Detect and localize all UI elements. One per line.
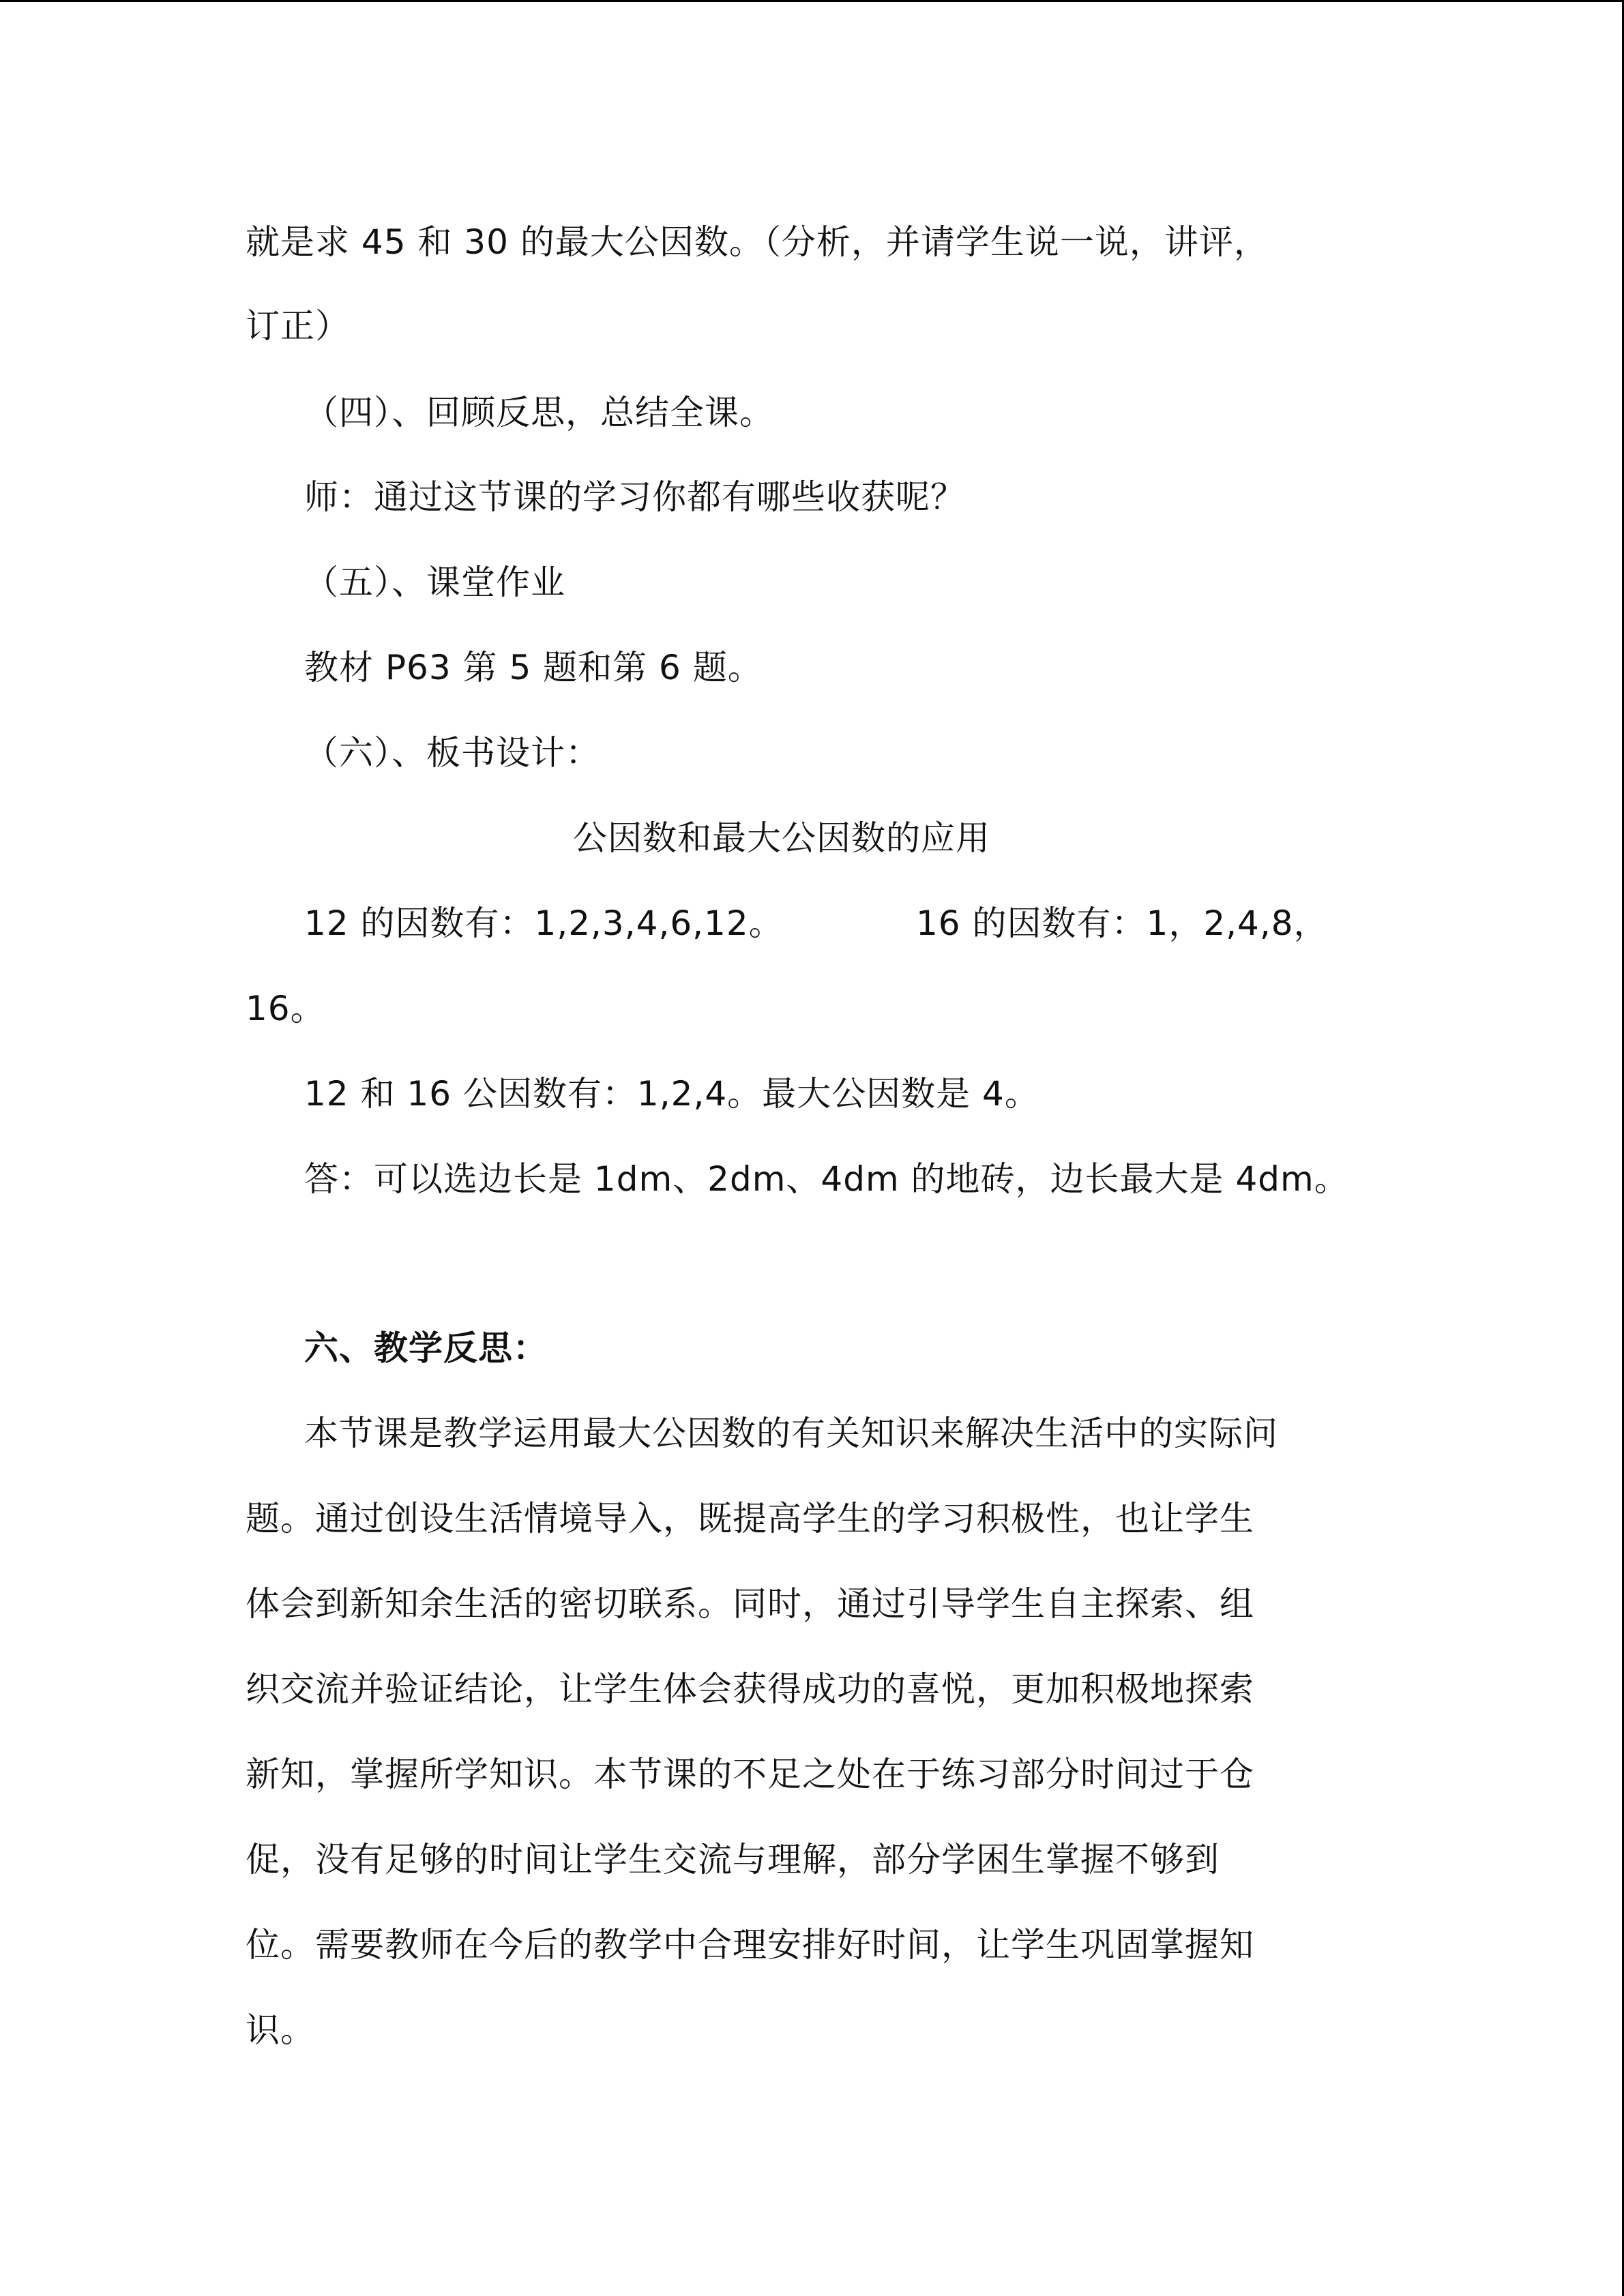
section-heading: （四）、回顾反思，总结全课。 (304, 393, 774, 432)
paragraph-line: 题。通过创设生活情境导入，既提高学生的学习积极性，也让学生 (246, 1499, 1254, 1538)
paragraph-line: 位。需要教师在今后的教学中合理安排好时间，让学生巩固掌握知 (246, 1925, 1254, 1965)
paragraph-line: 就是求 45 和 30 的最大公因数。（分析，并请学生说一说，讲评， (246, 222, 1269, 262)
paragraph-line: 16。 (246, 989, 325, 1028)
paragraph-line: 师：通过这节课的学习你都有哪些收获呢？ (304, 477, 965, 517)
paragraph-line: 12 和 16 公因数有：1,2,4。最大公因数是 4。 (304, 1074, 1039, 1114)
paragraph-line: 识。 (246, 2010, 315, 2050)
paragraph-line: 16 的因数有：1，2,4,8， (916, 904, 1329, 943)
board-title: 公因数和最大公因数的应用 (573, 818, 990, 858)
section-heading: （五）、课堂作业 (304, 563, 565, 602)
paragraph-line: 促，没有足够的时间让学生交流与理解，部分学困生掌握不够到 (246, 1840, 1220, 1879)
paragraph-line: 新知，掌握所学知识。本节课的不足之处在于练习部分时间过于仓 (246, 1755, 1254, 1794)
paragraph-line: 订正） (246, 306, 350, 346)
section-heading: （六）、板书设计： (304, 733, 600, 773)
section-heading: 六、教学反思： (304, 1328, 548, 1368)
paragraph-line: 本节课是教学运用最大公因数的有关知识来解决生活中的实际问 (304, 1414, 1278, 1453)
paragraph-line: 教材 P63 第 5 题和第 6 题。 (304, 648, 763, 687)
paragraph-line: 体会到新知余生活的密切联系。同时，通过引导学生自主探索、组 (246, 1584, 1254, 1624)
paragraph-line: 答：可以选边长是 1dm、2dm、4dm 的地砖，边长最大是 4dm。 (304, 1159, 1349, 1199)
paragraph-line: 12 的因数有：1,2,3,4,6,12。 (304, 904, 784, 943)
paragraph-line: 织交流并验证结论，让学生体会获得成功的喜悦，更加积极地探索 (246, 1669, 1254, 1709)
